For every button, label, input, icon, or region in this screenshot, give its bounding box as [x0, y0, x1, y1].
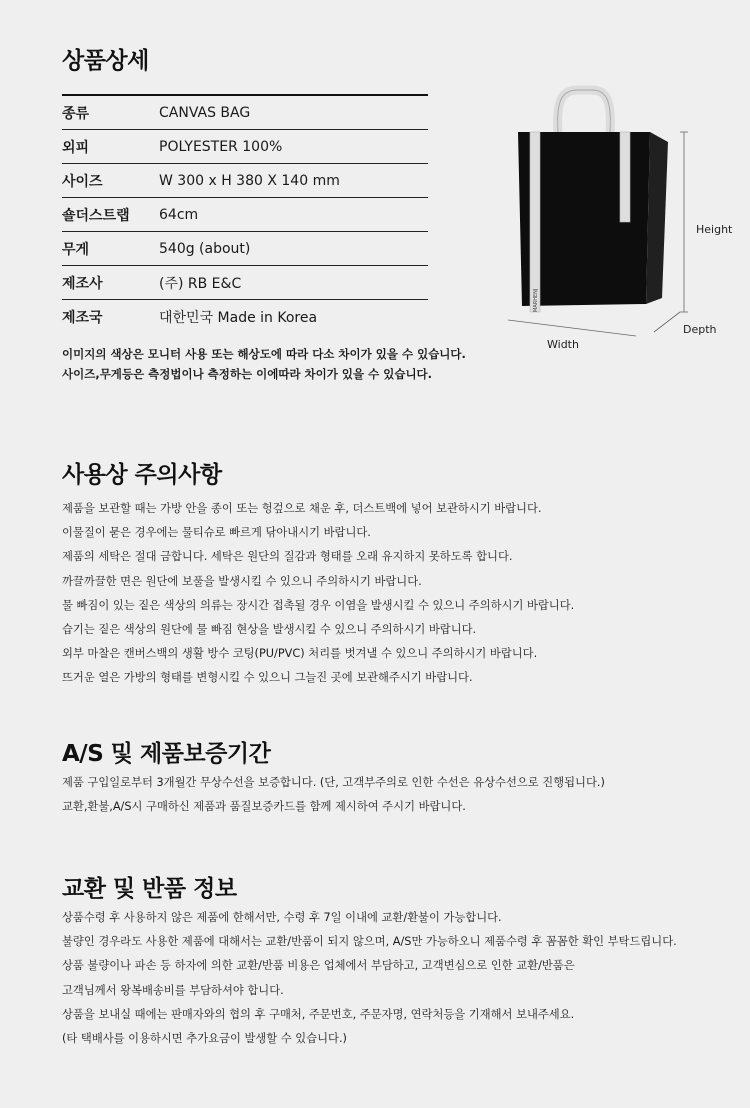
strap-brand-text: MARHENJ	[533, 288, 539, 312]
as-list	[62, 771, 732, 819]
spec-value: 대한민국 Made in Korea	[159, 309, 318, 326]
spec-table	[62, 94, 428, 333]
caution-line: 뜨거운 열은 가방의 형태를 변형시킬 수 있으니 그늘진 곳에 보관해주시기 바랍니다.	[62, 671, 473, 685]
spec-label: 종류	[62, 105, 90, 122]
caution-line: 까끌까끌한 면은 원단에 보풀을 발생시킬 수 있으니 주의하시기 바랍니다.	[62, 574, 422, 588]
bag-image	[500, 80, 750, 360]
spec-value: (주) RB E&C	[159, 275, 242, 292]
exchange-line: (타 택배사를 이용하시면 추가요금이 발생할 수 있습니다.)	[62, 1032, 347, 1046]
bag-front-strap	[530, 132, 540, 312]
spec-row	[62, 197, 428, 231]
as-line: 제품 구입일로부터 3개월간 무상수선을 보증합니다. (단, 고객부주의로 인한 수선은 유상수선으로 진행됩니다.)	[62, 776, 605, 789]
depth-label: Depth	[683, 323, 717, 336]
caution-line: 물 빠짐이 있는 짙은 색상의 의류는 장시간 접촉될 경우 이염을 발생시킬 수 있으니 주의하시기 바랍니다.	[62, 598, 575, 612]
caution-line: 습기는 짙은 색상의 원단에 물 빠짐 현상을 발생시킬 수 있으니 주의하시기 바랍니다.	[62, 623, 477, 637]
exchange-line: 상품 불량이나 파손 등 하자에 의한 교환/반품 비용은 업체에서 부담하고, 고객변심으로 인한 교환/반품은	[62, 959, 575, 973]
as-line: 교환,환불,A/S시 구매하신 제품과 품질보증카드를 함께 제시하여 주시기 바랍니다.	[62, 800, 466, 814]
spec-row	[62, 299, 428, 333]
spec-label: 제조사	[62, 275, 103, 292]
width-label: Width	[547, 338, 579, 351]
exchange-section-title: 교환 및 반품 정보	[62, 876, 237, 902]
exchange-list	[62, 906, 732, 1051]
bag-handle	[558, 90, 611, 132]
spec-label: 무게	[62, 241, 90, 258]
exchange-line: 고객님께서 왕복배송비를 부담하셔야 합니다.	[62, 983, 284, 997]
caution-list	[62, 497, 732, 691]
width-line	[508, 320, 636, 336]
spec-value: CANVAS BAG	[159, 104, 251, 121]
caution-line: 제품의 세탁은 절대 금합니다. 세탁은 원단의 질감과 형태를 오래 유지하지 못하도록 합니다.	[62, 550, 513, 564]
spec-value: 540g (about)	[159, 240, 251, 257]
disclaimer-line: 이미지의 색상은 모니터 사용 또는 해상도에 따라 다소 차이가 있을 수 있습니다.	[62, 347, 466, 361]
caution-line: 제품을 보관할 때는 가방 안을 종이 또는 헝겊으로 채운 후, 더스트백에 넣어 보관하시기 바랍니다.	[62, 502, 542, 515]
spec-row	[62, 129, 428, 163]
disclaimer-line: 사이즈,무게등은 측정법이나 측정하는 이에따라 차이가 있을 수 있습니다.	[62, 367, 433, 381]
detail-section-title: 상품상세	[62, 48, 149, 74]
bag-dimension-diagram	[500, 80, 750, 360]
spec-row	[62, 231, 428, 265]
caution-line: 외부 마찰은 캔버스백의 생활 방수 코팅(PU/PVC) 처리를 벗겨낼 수 있으니 주의하시기 바랍니다.	[62, 647, 538, 661]
bag-front-strap	[620, 132, 630, 222]
spec-value: POLYESTER 100%	[159, 138, 283, 155]
spec-label: 제조국	[62, 309, 103, 326]
disclaimer-notes	[62, 344, 466, 384]
spec-row	[62, 163, 428, 197]
exchange-line: 상품수령 후 사용하지 않은 제품에 한해서만, 수령 후 7일 이내에 교환/환불이 가능합니다.	[62, 911, 502, 924]
exchange-line: 불량인 경우라도 사용한 제품에 대해서는 교환/반품이 되지 않으며, A/S만 가능하오니 제품수령 후 꼼꼼한 확인 부탁드립니다.	[62, 935, 677, 949]
spec-label: 사이즈	[62, 173, 103, 190]
as-section-title: A/S 및 제품보증기간	[62, 741, 271, 767]
caution-line: 이물질이 묻은 경우에는 물티슈로 빠르게 닦아내시기 바랍니다.	[62, 526, 371, 540]
spec-value: W 300 x H 380 X 140 mm	[159, 172, 340, 189]
spec-value: 64cm	[159, 206, 199, 223]
spec-row	[62, 265, 428, 299]
height-label: Height	[696, 223, 733, 236]
spec-label: 외피	[62, 139, 90, 156]
depth-line	[654, 312, 680, 332]
spec-row	[62, 94, 428, 129]
spec-label: 숄더스트랩	[62, 207, 130, 224]
caution-section-title: 사용상 주의사항	[62, 462, 222, 488]
exchange-line: 상품을 보내실 때에는 판매자와의 협의 후 구매처, 주문번호, 주문자명, 연락처등을 기재해서 보내주세요.	[62, 1007, 575, 1021]
